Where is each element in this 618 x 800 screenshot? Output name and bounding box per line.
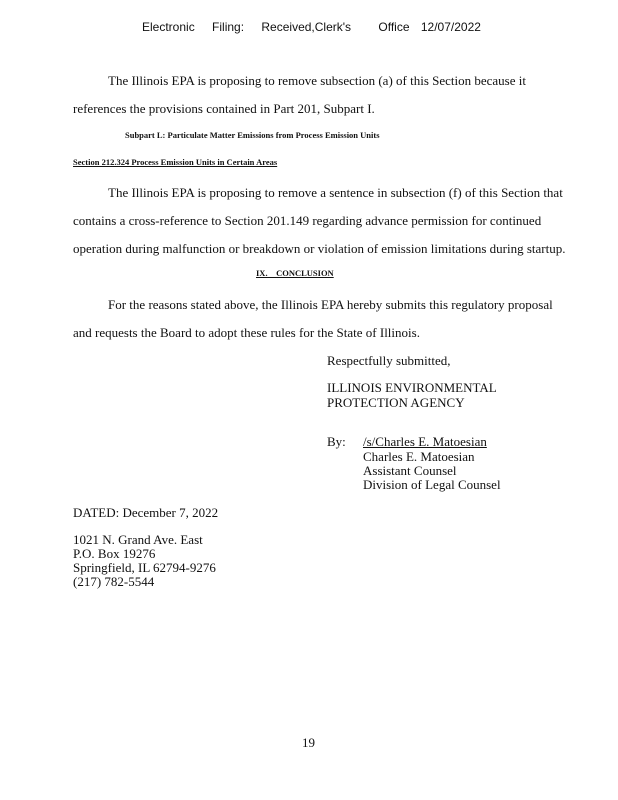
agency-line2: PROTECTION AGENCY: [327, 395, 465, 410]
signed-name: /s/Charles E. Matoesian: [363, 434, 487, 449]
signer-name: Charles E. Matoesian: [363, 449, 475, 464]
agency-line1: ILLINOIS ENVIRONMENTAL: [327, 380, 497, 395]
para3-line2: and requests the Board to adopt these rules for the State of Illinois.: [73, 325, 420, 340]
para1-line2: references the provisions contained in Part 201, Subpart I.: [73, 101, 375, 116]
address-line4: (217) 782-5544: [73, 574, 155, 589]
subpart-heading: Subpart L: Particulate Matter Emissions from Process Emission Units: [125, 130, 380, 140]
filing-stamp: [142, 20, 481, 34]
para2-line3: operation during malfunction or breakdown or violation of emission limitations during startup.: [73, 241, 566, 256]
dated-line: DATED: December 7, 2022: [73, 505, 219, 520]
by-label: By:: [327, 434, 346, 449]
signer-title: Assistant Counsel: [363, 463, 457, 478]
stamp-office: Office: [378, 20, 410, 34]
para2-line2: contains a cross-reference to Section 201.149 regarding advance permission for continued: [73, 213, 542, 228]
address-line3: Springfield, IL 62794-9276: [73, 560, 216, 575]
stamp-date: 12/07/2022: [420, 20, 481, 34]
stamp-received: Received,Clerk's: [261, 20, 352, 34]
address-line1: 1021 N. Grand Ave. East: [73, 532, 203, 547]
para2-line1: The Illinois EPA is proposing to remove a sentence in subsection (f) of this Section that: [108, 185, 563, 200]
closing: Respectfully submitted,: [327, 353, 451, 368]
page-number: 19: [302, 735, 315, 750]
para1-line1: The Illinois EPA is proposing to remove subsection (a) of this Section because it: [108, 73, 526, 88]
address-line2: P.O. Box 19276: [73, 546, 156, 561]
para3-line1: For the reasons stated above, the Illinois EPA hereby submits this regulatory proposal: [108, 297, 553, 312]
signer-division: Division of Legal Counsel: [363, 477, 501, 492]
section-heading: Section 212.324 Process Emission Units in Certain Areas: [73, 157, 278, 167]
stamp-electronic: Electronic: [142, 20, 195, 34]
stamp-filing: Filing:: [212, 20, 245, 34]
conclusion-heading: IX. CONCLUSION: [256, 268, 334, 278]
